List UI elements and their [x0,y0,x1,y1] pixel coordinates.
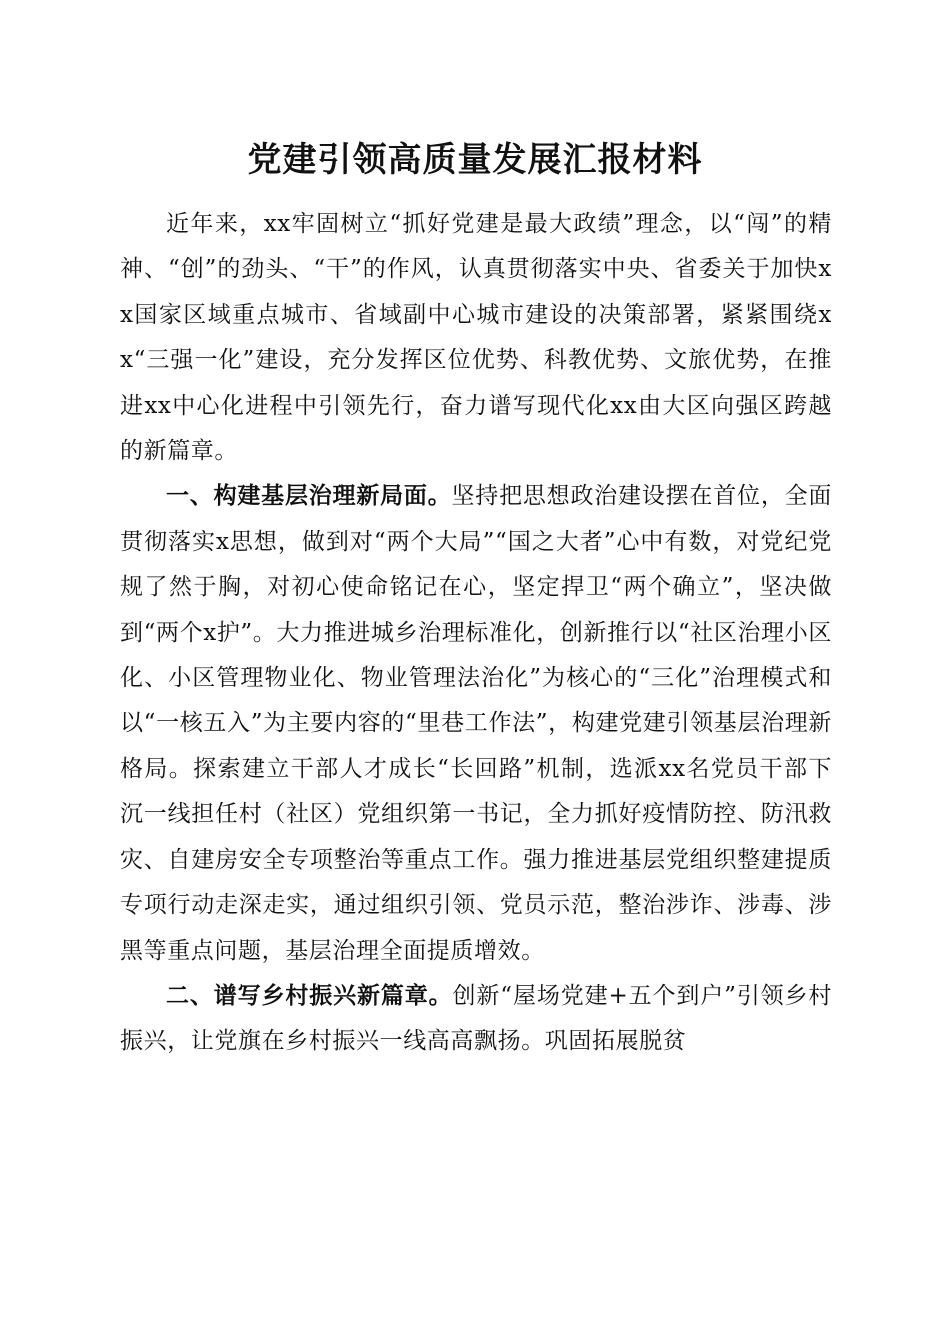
section-heading-1: 一、构建基层治理新局面。 [166,483,452,510]
intro-paragraph: 近年来，xx牢固树立“抓好党建是最大政绩”理念，以“闯”的精神、“创”的劲头、“干”的作风，认真贯彻落实中央、省委关于加快xx国家区域重点城市、省域副中心城市建设的决策部署，紧紧围绕xx“三强一化”建设，充分发挥区位优势、科教优势、文旅优势，在推进xx中心化进程中引领先行，奋力谱写现代化xx由大区向强区跨越的新篇章。 [120,211,832,465]
section-paragraph-1 [120,474,832,973]
section-heading-2: 二、谱写乡村振兴新篇章。 [166,982,453,1009]
document-title: 党建引领高质量发展汇报材料 [247,140,703,180]
section-paragraph-2 [120,974,832,1065]
section-body-2: 创新“屋场党建+五个到户”引领乡村振兴，让党旗在乡村振兴一线高高飘扬。巩固拓展脱贫 [120,982,832,1055]
section-body-1: 坚持把思想政治建设摆在首位，全面贯彻落实x思想，做到对“两个大局”“国之大者”心中有数，对党纪党规了然于胸，对初心使命铭记在心，坚定捍卫“两个确立”，坚决做到“两个x护”。大力推进城乡治理标准化，创新推行以“社区治理小区化、小区管理物业化、物业管理法治化”为核心的“三化”治理模式和以“一核五入”为主要内容的“里巷工作法”，构建党建引领基层治理新格局。探索建立干部人才成长“长回路”机制，选派xx名党员干部下沉一线担任村（社区）党组织第一书记，全力抓好疫情防控、防汛救灾、自建房安全专项整治等重点工作。强力推进基层党组织整建提质专项行动走深走实，通过组织引领、党员示范，整治涉诈、涉毒、涉黑等重点问题，基层治理全面提质增效。 [120,483,832,964]
document-body [120,202,832,1065]
